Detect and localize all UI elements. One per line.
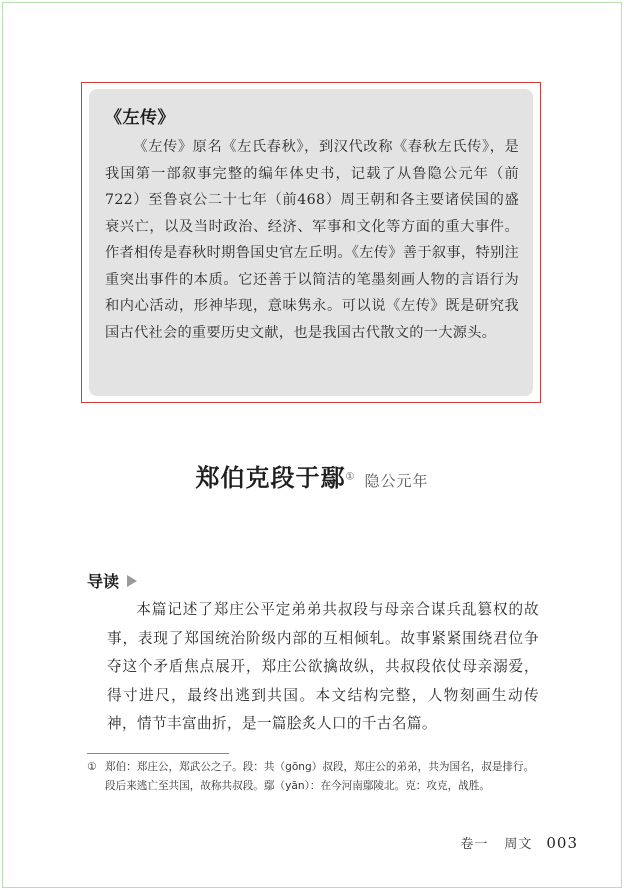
triangle-right-icon [127,575,137,587]
guide-heading [87,569,137,592]
article-title: 郑伯克段于鄢 [195,463,346,492]
intro-panel [89,89,533,396]
footnote-divider [87,753,229,754]
footnote [87,758,539,796]
intro-box [81,82,541,403]
running-footer [460,833,578,852]
footnote-reference[interactable]: ① [345,471,355,483]
intro-title: 《左传》 [105,108,175,128]
footnote-number: ① [87,761,97,773]
footnote-text: 郑伯：郑庄公，郑武公之子。段：共（gōng）叔段，郑庄公的弟弟，共为国名，叔是排行。段后来逃亡至共国，故称共叔段。鄢（yān）：在今河南鄢陵北。克：攻克，战胜。 [105,761,535,792]
intro-text: 《左传》原名《左氏春秋》，到汉代改称《春秋左氏传》，是我国第一部叙事完整的编年体史书，记载了从鲁隐公元年（前722）至鲁哀公二十七年（前468）周王朝和各主要诸侯国的盛衰兴亡，以及当时政治、经济、军事和文化等方面的重大事件。作者相传是春秋时期鲁国史官左丘明。《左传》善于叙事，特别注重突出事件的本质。它还善于以简洁的笔墨刻画人物的言语行为和内心活动，形神毕现，意味隽永。可以说《左传》既是研究我国古代社会的重要历史文献，也是我国古代散文的一大源头。 [105,139,519,341]
guide-heading-label: 导读 [87,572,120,591]
article-subtitle: 隐公元年 [364,472,429,490]
article-title-row [0,458,624,493]
guide-text: 本篇记述了郑庄公平定弟弟共叔段与母亲合谋兵乱篡权的故事，表现了郑国统治阶级内部的互相倾轧。故事紧紧围绕君位争夺这个矛盾焦点展开，郑庄公欲擒故纵，共叔段依仗母亲溺爱，得寸进尺，最终出逃到共国。本文结构完整，人物刻画生动传神，情节丰富曲折，是一篇脍炙人口的千古名篇。 [107,601,539,732]
footer-section: 周文 [504,837,533,852]
footer-volume: 卷一 [460,837,489,852]
page-number: 003 [546,834,578,852]
